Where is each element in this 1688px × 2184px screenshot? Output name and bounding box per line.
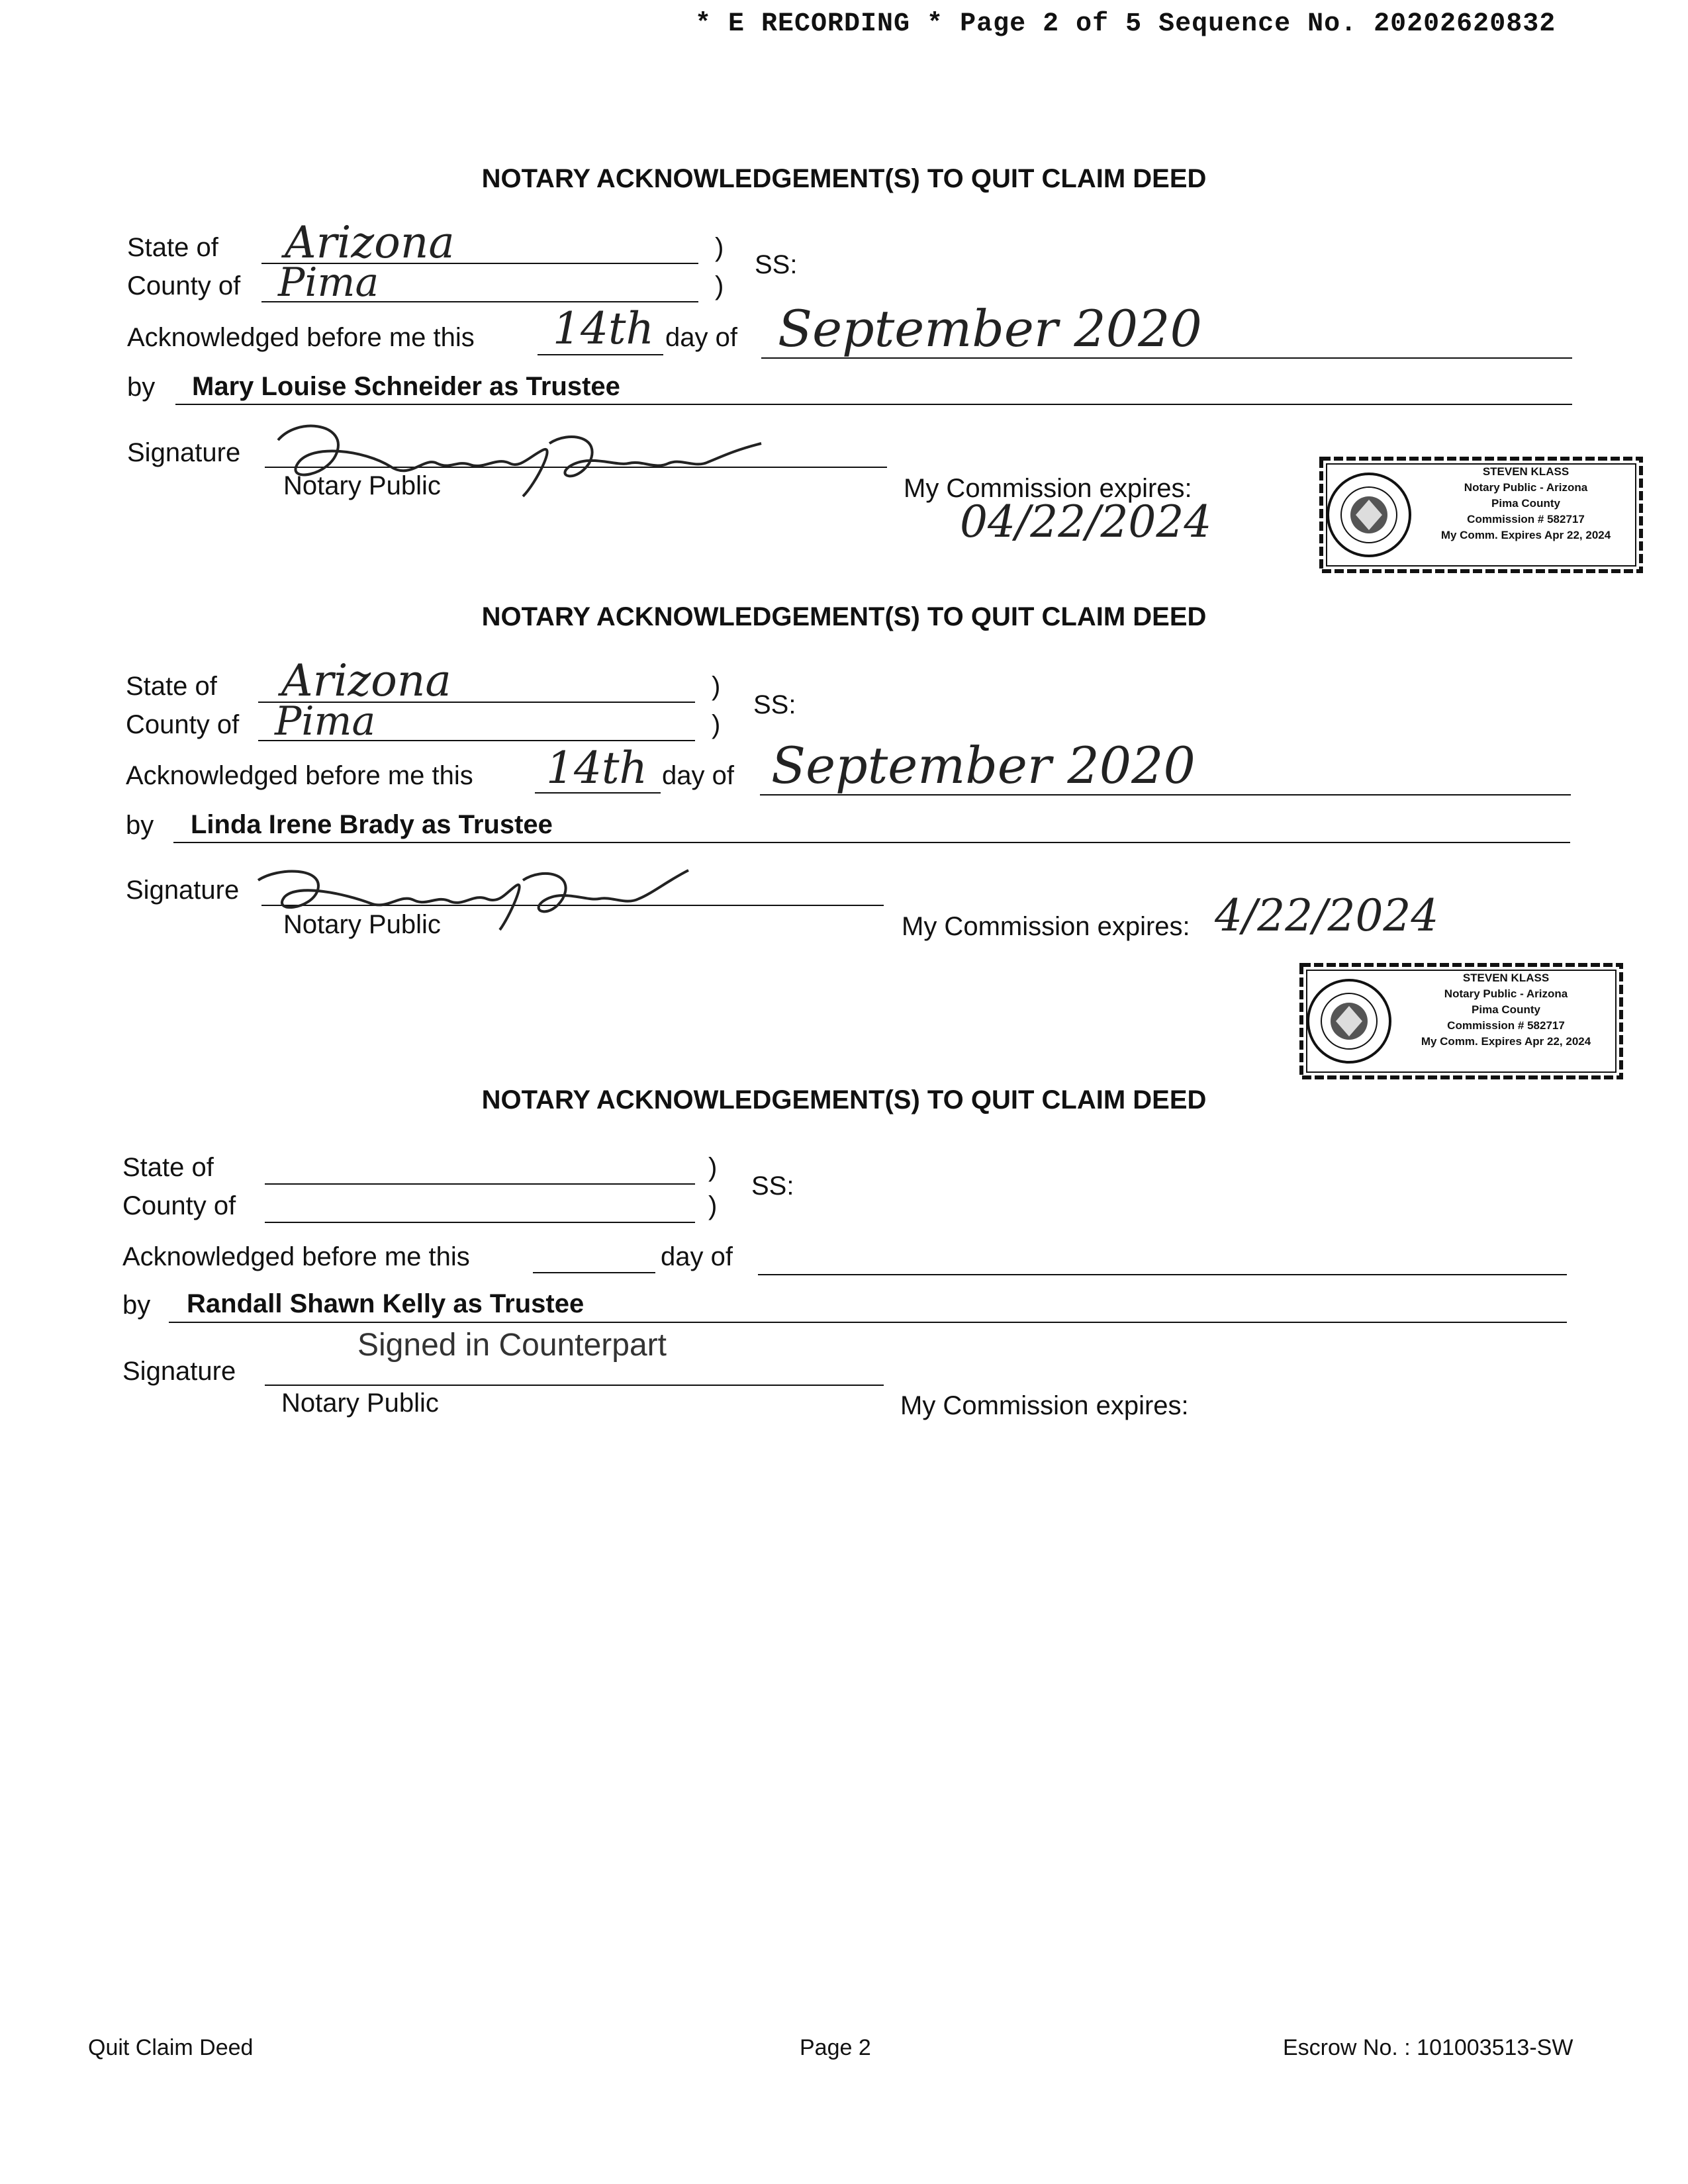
by-name: Randall Shawn Kelly as Trustee — [187, 1289, 585, 1318]
county-value: Pima — [275, 698, 376, 745]
recording-header: * E RECORDING * Page 2 of 5 Sequence No. 20202620832 — [695, 9, 1556, 39]
paren: ) — [712, 672, 721, 701]
paren: ) — [715, 233, 724, 262]
commission-expires-label: My Commission expires: — [902, 912, 1190, 941]
county-label: County of — [122, 1191, 236, 1220]
day-value: 14th — [553, 303, 655, 354]
notary-public-label: Notary Public — [283, 910, 441, 939]
paren: ) — [715, 271, 724, 300]
section-title: NOTARY ACKNOWLEDGEMENT(S) TO QUIT CLAIM DEED — [481, 602, 1207, 631]
ss-label: SS: — [755, 250, 798, 279]
county-line — [265, 1222, 695, 1223]
notary-public-label: Notary Public — [281, 1388, 439, 1418]
commission-expires-value: 04/22/2024 — [960, 496, 1212, 547]
state-line — [265, 1183, 695, 1185]
state-value: Arizona — [281, 655, 451, 706]
by-name: Linda Irene Brady as Trustee — [191, 810, 553, 839]
state-value: Arizona — [285, 217, 455, 268]
day-of-label: day of — [661, 1242, 733, 1271]
month-year-value: September 2020 — [771, 736, 1196, 795]
stamp-text: STEVEN KLASS Notary Public - Arizona Pima County Commission # 582717 My Comm. Expires Apr 22, 2024 — [1421, 972, 1591, 1048]
by-label: by — [126, 811, 154, 840]
paren: ) — [712, 710, 721, 739]
county-label: County of — [127, 271, 241, 300]
notary-stamp-2 — [1297, 960, 1625, 1082]
state-label: State of — [122, 1153, 214, 1182]
notary-public-label: Notary Public — [283, 471, 441, 500]
footer-escrow-number: Escrow No. : 101003513-SW — [1283, 2035, 1573, 2060]
notary-stamp-1 — [1317, 453, 1645, 576]
day-line — [538, 354, 663, 355]
footer-document-name: Quit Claim Deed — [88, 2035, 254, 2060]
day-of-label: day of — [665, 323, 737, 352]
day-of-label: day of — [662, 761, 734, 790]
acknowledged-label: Acknowledged before me this — [122, 1242, 470, 1271]
commission-expires-label: My Commission expires: — [900, 1391, 1189, 1420]
acknowledged-label: Acknowledged before me this — [127, 323, 475, 352]
paren: ) — [708, 1191, 718, 1220]
ss-label: SS: — [751, 1171, 794, 1201]
day-value: 14th — [546, 743, 648, 794]
by-name: Mary Louise Schneider as Trustee — [192, 372, 620, 401]
month-year-line — [758, 1274, 1567, 1275]
by-label: by — [122, 1291, 151, 1320]
county-label: County of — [126, 710, 240, 739]
by-line — [169, 1322, 1567, 1323]
day-line — [533, 1272, 655, 1273]
signature-label: Signature — [122, 1357, 236, 1386]
signed-in-counterpart-note: Signed in Counterpart — [357, 1328, 667, 1363]
signature-label: Signature — [126, 876, 240, 905]
county-value: Pima — [278, 259, 379, 306]
acknowledged-label: Acknowledged before me this — [126, 761, 473, 790]
section-title: NOTARY ACKNOWLEDGEMENT(S) TO QUIT CLAIM DEED — [481, 1085, 1207, 1115]
paren: ) — [708, 1153, 718, 1182]
signature-line — [265, 1385, 884, 1386]
stamp-text: STEVEN KLASS Notary Public - Arizona Pima County Commission # 582717 My Comm. Expires Apr 22, 2024 — [1440, 465, 1611, 541]
commission-expires-value: 4/22/2024 — [1215, 890, 1439, 941]
footer-page-number: Page 2 — [800, 2035, 871, 2060]
month-year-value: September 2020 — [778, 299, 1202, 358]
commission-expires-label: My Commission expires: — [904, 474, 1192, 503]
section-title: NOTARY ACKNOWLEDGEMENT(S) TO QUIT CLAIM DEED — [481, 164, 1207, 193]
state-label: State of — [126, 672, 217, 701]
state-label: State of — [127, 233, 218, 262]
ss-label: SS: — [753, 690, 796, 719]
by-label: by — [127, 373, 156, 402]
signature-label: Signature — [127, 438, 241, 467]
